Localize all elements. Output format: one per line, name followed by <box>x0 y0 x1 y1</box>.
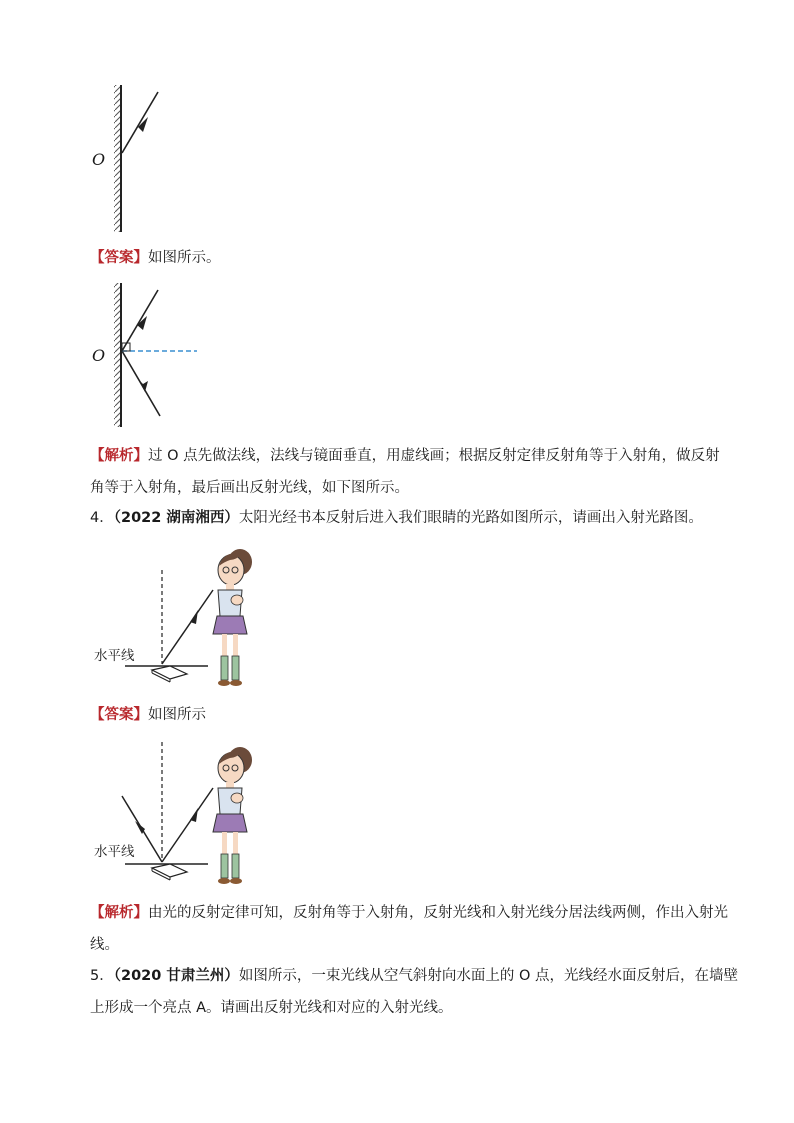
analysis-tag: 【解析】 <box>90 448 148 464</box>
question-source: （2022 湖南湘西） <box>113 510 239 526</box>
horizon-label: 水平线 <box>94 648 135 664</box>
reflection-figure-answer <box>90 738 290 893</box>
answer-text: 如图所示。 <box>148 250 221 266</box>
question-number: 4． <box>90 510 114 526</box>
girl-illustration <box>213 747 252 884</box>
reflection-figure-question <box>90 540 290 695</box>
answer-tag: 【答案】 <box>90 250 148 266</box>
horizon-label: 水平线 <box>94 844 135 860</box>
point-o-label: O <box>92 150 106 169</box>
question-5 <box>90 966 738 986</box>
analysis-line-1 <box>90 446 720 466</box>
answer-line <box>90 705 206 725</box>
analysis-line-1 <box>90 903 728 923</box>
question-text: 如图所示，一束光线从空气斜射向水面上的 O 点，光线经水面反射后，在墙壁 <box>238 968 739 984</box>
analysis-line-2: 线。 <box>90 937 119 953</box>
girl-illustration <box>213 549 252 686</box>
analysis-text: 由光的反射定律可知，反射角等于入射角，反射光线和入射光线分居法线两侧，作出入射光 <box>148 905 728 921</box>
question-5-line-2: 上形成一个亮点 A。请画出反射光线和对应的入射光线。 <box>90 1000 453 1016</box>
answer-tag: 【答案】 <box>90 707 148 723</box>
analysis-line-2: 角等于入射角，最后画出反射光线，如下图所示。 <box>90 480 409 496</box>
question-4 <box>90 508 703 528</box>
question-number: 5． <box>90 968 114 984</box>
analysis-tag: 【解析】 <box>90 905 148 921</box>
question-source: （2020 甘肃兰州） <box>113 968 239 984</box>
question-text: 太阳光经书本反射后进入我们眼睛的光路如图所示，请画出入射光路图。 <box>238 510 703 526</box>
answer-line <box>90 248 221 268</box>
point-o-label: O <box>92 346 106 365</box>
answer-text: 如图所示 <box>148 707 206 723</box>
analysis-text: 过 O 点先做法线，法线与镜面垂直，用虚线画；根据反射定律反射角等于入射角，做反射 <box>148 448 720 464</box>
